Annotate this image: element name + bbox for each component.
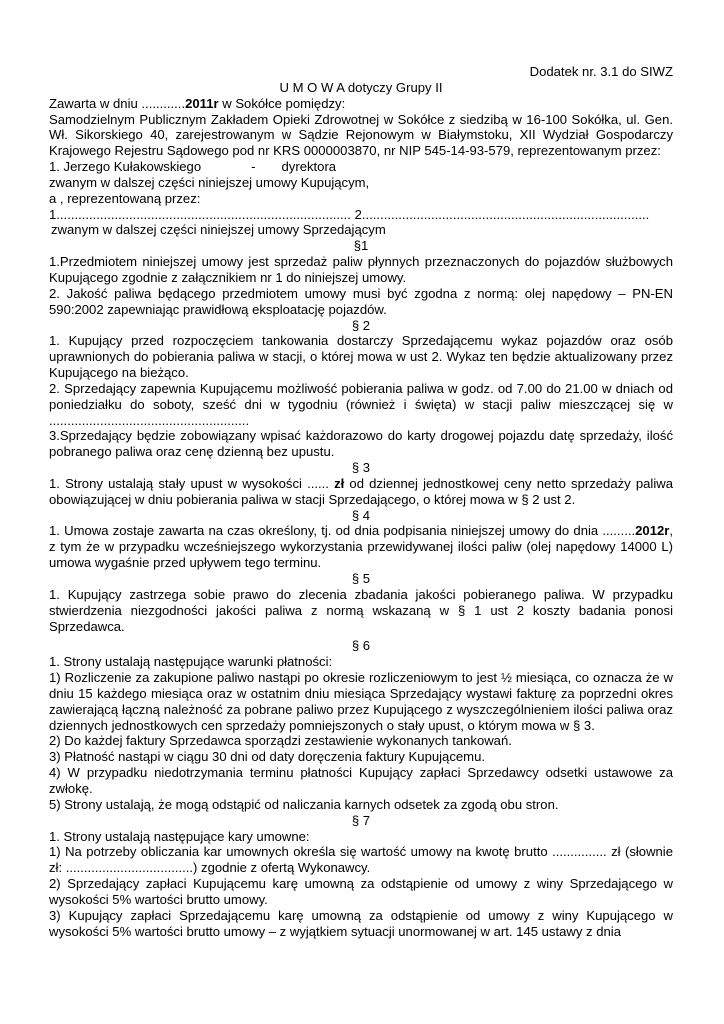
seller-definition: zwanym w dalszej części niniejszej umowy Sprzedającym xyxy=(51,222,386,238)
section-2-point-3: 3.Sprzedający będzie zobowiązany wpisać każdorazowo do karty drogowej pojazdu datę sprzedaży, ilość pobranego paliwa oraz cenę dzienną bez upustu. xyxy=(49,428,673,460)
section-4-point-1: 1. Umowa zostaje zawarta na czas określony, tj. od dnia podpisania niniejszej umowy do dnia .........2012r, z tym że w przypadku wcześniejszego wykorzystania przewidywanej ilości paliw (olej napędowy 14000 L) umowa wygaśnie przed upływem tego terminu. xyxy=(49,523,673,571)
section-2-point-2: 2. Sprzedający zapewnia Kupującemu możliwość pobierania paliwa w godz. od 7.00 do 21.00 w dniach od poniedziałku do soboty, sześć dni w tygodniu (również i święta) w stacji paliw mieszczącej się w ....................................................... xyxy=(49,380,673,428)
section-3-heading: § 3 xyxy=(351,460,371,476)
section-6-heading: § 6 xyxy=(351,638,371,654)
rep2-line: 1................................................................................. 2............................................................................... xyxy=(49,206,650,222)
section-2-heading: § 2 xyxy=(351,317,371,333)
section-6-item-4: 4) W przypadku niedotrzymania terminu płatności Kupujący zapłaci Sprzedawcy odsetki ustawowe za zwłokę. xyxy=(49,765,673,796)
section-6-item-1: 1) Rozliczenie za zakupione paliwo nastąpi po okresie rozliczeniowym to jest ½ miesiąca, co oznacza że w dniu 15 każdego miesiąca oraz w ostatnim dniu miesiąca Sprzedający wystawi fakturę za poprzedni okres zawierającą łączną należność za pobrane paliwo przez Kupującego z wyszczególnieniem ilości paliwa oraz dziennych jednostkowych cen sprzedaży pomniejszonych o stały upust, o którym mowa w § 3. xyxy=(49,670,673,733)
section-7-heading: § 7 xyxy=(351,812,371,828)
section-1-point-1: 1.Przedmiotem niniejszej umowy jest sprzedaż paliw płynnych przeznaczonych do pojazdów służbowych Kupującego zgodnie z załącznikiem nr 1 do niniejszej umowy. xyxy=(49,254,673,285)
party2-line: a , reprezentowaną przez: xyxy=(49,190,201,206)
attachment-label: Dodatek nr. 3.1 do SIWZ xyxy=(529,64,673,79)
section-6-item-5: 5) Strony ustalają, że mogą odstąpić od naliczania karnych odsetek za zgodą obu stron. xyxy=(49,796,559,812)
contract-title: U M O W A dotyczy Grupy II xyxy=(279,79,443,95)
contract-document xyxy=(49,64,673,939)
date-line: Zawarta w dniu ............2011r w Sokółce pomiędzy: xyxy=(49,95,346,111)
buyer-definition: zwanym w dalszej części niniejszej umowy Kupującym, xyxy=(49,174,370,190)
section-7-item-1: 1) Na potrzeby obliczania kar umownych określa się wartość umowy na kwotę brutto ............... zł (słownie zł: ...................................) zgodnie z ofertą Wykonawcy. xyxy=(49,844,673,876)
section-4-heading: § 4 xyxy=(351,507,371,523)
section-3-point-1: 1. Strony ustalają stały upust w wysokości ...... zł od dziennej jednostkowej ceny netto sprzedaży paliwa obowiązującej w dniu pobierania paliwa w stacji Sprzedającego, o której mowa w § 2 ust 2. xyxy=(49,475,673,507)
section-7-item-3: 3) Kupujący zapłaci Sprzedającemu karę umowną za odstąpienie od umowy z winy Kupującego w wysokości 5% wartości brutto umowy – z wyjątkiem sytuacji unormowanej w art. 145 ustawy z dnia xyxy=(49,907,673,939)
section-1-point-2: 2. Jakość paliwa będącego przedmiotem umowy musi być zgodna z normą: olej napędowy – PN-EN 590:2002 zapewniając prawidłową eksploatację pojazdów. xyxy=(49,285,673,317)
section-7-item-2: 2) Sprzedający zapłaci Kupującemu karę umowną za odstąpienie od umowy z winy Sprzedającego w wysokości 5% wartości brutto umowy. xyxy=(49,876,673,907)
section-7-intro: 1. Strony ustalają następujące kary umowne: xyxy=(49,828,310,844)
year-bold: 2011r xyxy=(185,95,219,111)
section-5-point-1: 1. Kupujący zastrzega sobie prawo do zlecenia zbadania jakości pobieranego paliwa. W przypadku stwierdzenia niezgodności jakości paliwa z normą wskazaną w § 1 ust 2 koszty badania ponosi Sprzedawca. xyxy=(49,586,673,634)
rep1-line: 1. Jerzego Kułakowskiego - dyrektora xyxy=(49,159,337,175)
party1-paragraph: Samodzielnym Publicznym Zakładem Opieki Zdrowotnej w Sokółce z siedzibą w 16-100 Sokółka, ul. Gen. Wł. Sikorskiego 40, zarejestrowanym w Sądzie Rejonowym w Białymstoku, XII Wydział Gospodarczy Krajowego Rejestru Sądowego pod nr KRS 0000003870, nr NIP 545-14-93-579, reprezentowanym przez: xyxy=(49,111,673,159)
section-6-item-2: 2) Do każdej faktury Sprzedawca sporządzi zestawienie wykonanych tankowań. xyxy=(49,733,512,749)
section-5-heading: § 5 xyxy=(351,571,371,586)
section-2-point-1: 1. Kupujący przed rozpoczęciem tankowania dostarczy Sprzedającemu wykaz pojazdów oraz osób uprawnionych do pobierania paliwa w stacji, o której mowa w ust 2. Wykaz ten będzie aktualizowany przez Kupującego na bieżąco. xyxy=(49,333,673,381)
section-1-heading: §1 xyxy=(353,238,369,254)
section-6-intro: 1. Strony ustalają następujące warunki płatności: xyxy=(49,654,333,670)
section-6-item-3: 3) Płatność nastąpi w ciągu 30 dni od daty doręczenia faktury Kupującemu. xyxy=(49,749,485,765)
